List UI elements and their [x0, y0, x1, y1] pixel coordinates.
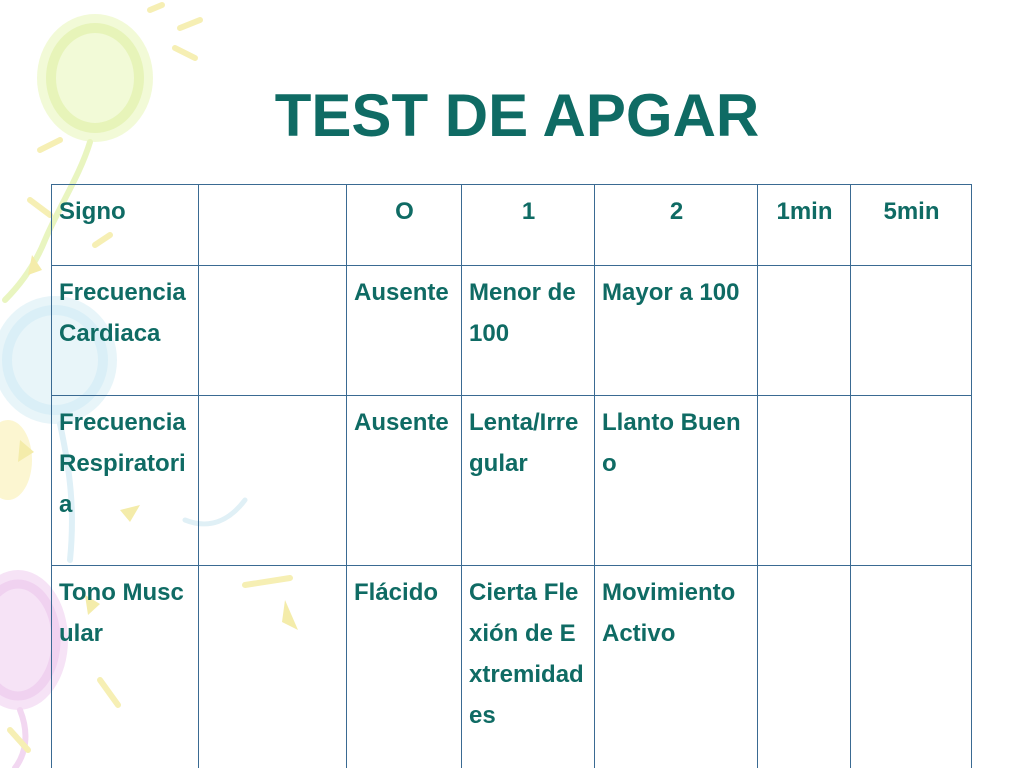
cell-5min: [851, 566, 972, 768]
header-score-1: 1: [462, 185, 595, 266]
table-header-row: [52, 185, 972, 266]
cell-score-1: Lenta/Irregular: [462, 396, 595, 566]
cell-blank: [199, 566, 347, 768]
cell-signo: Frecuencia Cardiaca: [52, 266, 199, 396]
cell-1min: [758, 396, 851, 566]
header-signo: Signo: [52, 185, 199, 266]
cell-score-2: Mayor a 100: [595, 266, 758, 396]
cell-1min: [758, 566, 851, 768]
cell-score-2: Movimiento Activo: [595, 566, 758, 768]
table-row: [52, 566, 972, 768]
cell-5min: [851, 266, 972, 396]
header-score-2: 2: [595, 185, 758, 266]
cell-signo: Tono Muscular: [52, 566, 199, 768]
header-score-0: O: [347, 185, 462, 266]
header-1min: 1min: [758, 185, 851, 266]
cell-score-1: Cierta Flexión de Extremidades: [462, 566, 595, 768]
balloon-icon: [0, 420, 32, 500]
page-title: TEST DE APGAR: [274, 82, 760, 149]
cell-score-1: Menor de 100: [462, 266, 595, 396]
cell-score-0: Ausente: [347, 396, 462, 566]
table-row: [52, 266, 972, 396]
header-blank: [199, 185, 347, 266]
cell-score-0: Ausente: [347, 266, 462, 396]
cell-1min: [758, 266, 851, 396]
cell-score-0: Flácido: [347, 566, 462, 768]
cell-blank: [199, 266, 347, 396]
apgar-table: [51, 184, 972, 768]
header-5min: 5min: [851, 185, 972, 266]
cell-signo: Frecuencia Respiratoria: [52, 396, 199, 566]
cell-5min: [851, 396, 972, 566]
cell-score-2: Llanto Bueno: [595, 396, 758, 566]
table-row: [52, 396, 972, 566]
cell-blank: [199, 396, 347, 566]
